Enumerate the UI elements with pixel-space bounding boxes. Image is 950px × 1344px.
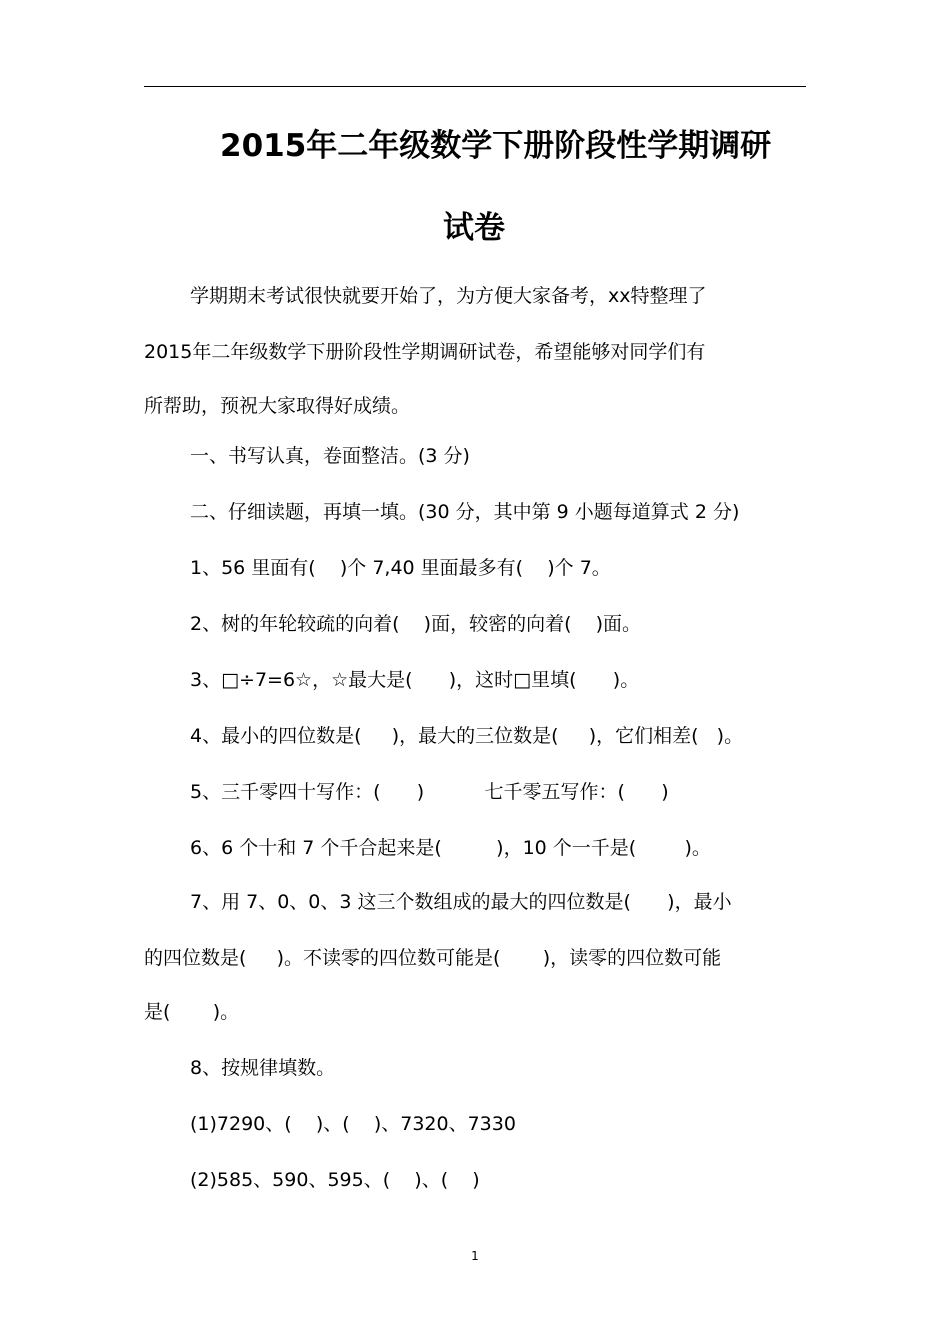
intro-line-3: 所帮助，预祝大家取得好成绩。 <box>144 395 411 417</box>
question-7-line-3: 是( )。 <box>144 1001 240 1023</box>
question-7-line-2: 的四位数是( )。不读零的四位数可能是( )，读零的四位数可能 <box>144 947 722 969</box>
question-7-line-1: 7、用 7、0、0、3 这三个数组成的最大的四位数是( )，最小 <box>190 891 732 913</box>
question-8-part-1: (1)7290、( )、( )、7320、7330 <box>190 1113 516 1135</box>
section-2-heading: 二、仔细读题，再填一填。(30 分，其中第 9 小题每道算式 2 分) <box>190 501 740 523</box>
question-6: 6、6 个十和 7 个千合起来是( )，10 个一千是( )。 <box>190 837 711 859</box>
question-1: 1、56 里面有( )个 7,40 里面最多有( )个 7。 <box>190 557 611 579</box>
question-3: 3、□÷7=6☆，☆最大是( )，这时□里填( )。 <box>190 669 640 691</box>
document-title-line-2: 试卷 <box>443 210 505 246</box>
intro-line-2: 2015年二年级数学下册阶段性学期调研试卷，希望能够对同学们有 <box>144 341 706 363</box>
question-5: 5、三千零四十写作：( ) 七千零五写作：( ) <box>190 781 669 803</box>
section-1-heading: 一、书写认真，卷面整洁。(3 分) <box>190 445 470 467</box>
question-8: 8、按规律填数。 <box>190 1057 336 1079</box>
document-title-line-1: 2015年二年级数学下册阶段性学期调研 <box>220 128 772 164</box>
question-2: 2、树的年轮较疏的向着( )面，较密的向着( )面。 <box>190 613 642 635</box>
question-4: 4、最小的四位数是( )，最大的三位数是( )，它们相差( )。 <box>190 725 744 747</box>
intro-line-1: 学期期末考试很快就要开始了，为方便大家备考，xx特整理了 <box>190 285 707 307</box>
header-rule <box>144 86 806 87</box>
page-number: 1 <box>471 1249 479 1263</box>
question-8-part-2: (2)585、590、595、( )、( ) <box>190 1169 480 1191</box>
